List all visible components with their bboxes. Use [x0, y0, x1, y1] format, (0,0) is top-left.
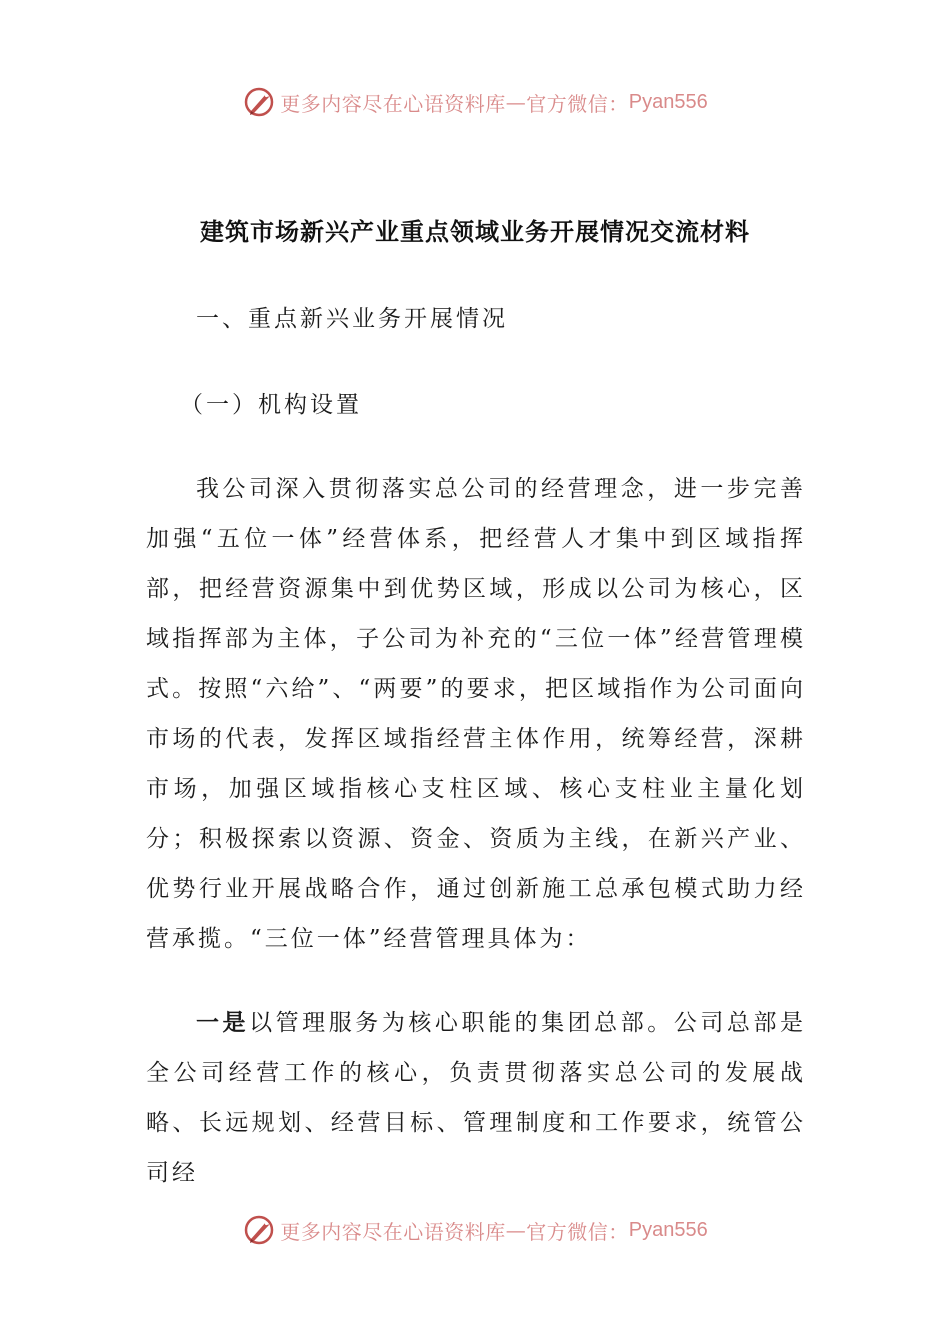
banner-wechat-id: Pyan556: [628, 90, 708, 113]
body-paragraph-1: 我公司深入贯彻落实总公司的经营理念，进一步完善加强“五位一体”经营体系，把经营人才集中到区域指挥部，把经营资源集中到优势区域，形成以公司为核心，区域指挥部为主体，子公司为补充的“三位一体”经营管理模式。按照“六给”、“两要”的要求，把区域指作为公司面向市场的代表，发挥区域指经营主体作用，统筹经营，深耕市场，加强区域指核心支柱区域、核心支柱业主量化划分；积极探索以资源、资金、资质为主线，在新兴产业、优势行业开展战略合作，通过创新施工总承包模式助力经营承揽。“三位一体”经营管理具体为：: [146, 476, 806, 952]
pen-nib-logo-icon: [242, 85, 276, 119]
paragraph-body: 以管理服务为核心职能的集团总部。公司总部是全公司经营工作的核心，负责贯彻落实总公司的发展战略、长远规划、经营目标、管理制度和工作要求，统管公司经: [146, 1010, 807, 1186]
banner-text: 更多内容尽在心语资料库: [280, 1219, 506, 1244]
banner-wechat-id: Pyan556: [628, 1218, 708, 1241]
watermark-banner-top: [0, 80, 950, 124]
subsection-heading: （一）机构设置: [180, 392, 362, 418]
document-title: 建筑市场新兴产业重点领域业务开展情况交流材料: [200, 218, 750, 246]
banner-text: 更多内容尽在心语资料库: [280, 91, 506, 116]
body-paragraph-2: [146, 998, 806, 1198]
banner-wechat-label: 官方微信：: [526, 91, 629, 116]
watermark-banner-bottom: [0, 1208, 950, 1252]
paragraph-lead-bold: 一是: [196, 1009, 250, 1036]
section-heading: 一、重点新兴业务开展情况: [196, 306, 508, 332]
banner-wechat-label: 官方微信：: [526, 1219, 629, 1244]
pen-nib-logo-icon: [242, 1213, 276, 1247]
banner-dash: —: [505, 90, 527, 114]
banner-dash: —: [505, 1218, 527, 1242]
